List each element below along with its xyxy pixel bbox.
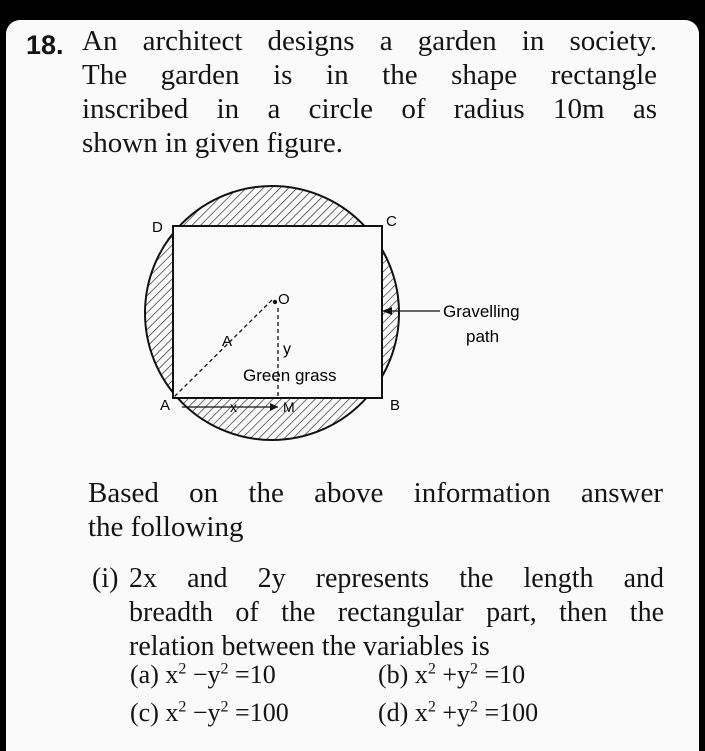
label-A-dash: A [222,333,233,350]
option-a-eq: = [235,660,250,689]
option-a-exp2: 2 [220,660,229,678]
option-d-key: (d) [378,698,409,727]
label-y: y [283,341,291,358]
option-a-lhs: x [165,660,179,689]
part-i-line-3: relation between the variables is [129,631,490,662]
label-M: M [283,399,295,415]
label-A: A [160,397,171,414]
label-path: path [466,327,500,346]
option-b-value: 10 [499,660,526,689]
option-b[interactable] [378,660,525,690]
option-d-rhs: y [457,698,470,727]
option-c-rhs: y [207,698,221,727]
stem-line-1: An architect designs a garden in society. [82,25,657,57]
option-c-value: 100 [249,698,289,727]
part-i [92,562,664,664]
option-a-value: 10 [249,660,276,689]
option-c-lhs: x [165,698,179,727]
option-b-op: + [442,660,457,689]
option-c[interactable] [130,698,289,728]
option-d-exp2: 2 [470,698,478,716]
option-b-eq: = [484,660,500,689]
garden-figure [130,168,550,468]
part-i-line-1: 2x and 2y represents the length and [129,563,664,594]
option-b-exp1: 2 [427,660,436,678]
option-b-lhs: x [414,660,428,689]
option-a-op: − [192,660,208,689]
option-d-eq: = [484,698,500,727]
option-d-lhs: x [414,698,428,727]
stem-line-2: The garden is in the shape rectangle [82,59,657,91]
label-C: C [386,213,397,230]
option-c-eq: = [235,698,250,727]
stem-line-3: inscribed in a circle of radius 10m as [82,93,657,125]
option-c-exp1: 2 [178,698,187,716]
part-i-label: (i) [92,563,119,594]
option-c-key: (c) [130,698,159,727]
option-b-exp2: 2 [470,660,478,678]
option-c-op: − [192,698,208,727]
option-a-exp1: 2 [178,660,187,678]
intro-text [88,476,663,544]
option-a-key: (a) [130,660,159,689]
label-B: B [390,397,401,414]
question-number: 18. [26,30,64,60]
center-dot [273,300,277,304]
option-a-rhs: y [207,660,221,689]
question-stem [82,24,657,160]
option-d-value: 100 [499,698,539,727]
option-a[interactable] [130,660,276,690]
label-x: x [230,399,237,415]
intro-line-1: Based on the above information answer [88,477,663,509]
option-d-op: + [442,698,457,727]
option-d-exp1: 2 [427,698,436,716]
label-D: D [152,219,163,236]
label-gravelling: Gravelling [443,302,520,321]
option-b-rhs: y [457,660,470,689]
part-i-line-2: breadth of the rectangular part, then the [129,597,664,628]
intro-line-2: the following [88,511,244,543]
label-O: O [278,291,290,308]
option-d[interactable] [378,698,538,728]
option-b-key: (b) [378,660,409,689]
label-green-grass: Green grass [243,366,337,385]
stem-line-4: shown in given figure. [82,127,343,159]
option-c-exp2: 2 [220,698,229,716]
